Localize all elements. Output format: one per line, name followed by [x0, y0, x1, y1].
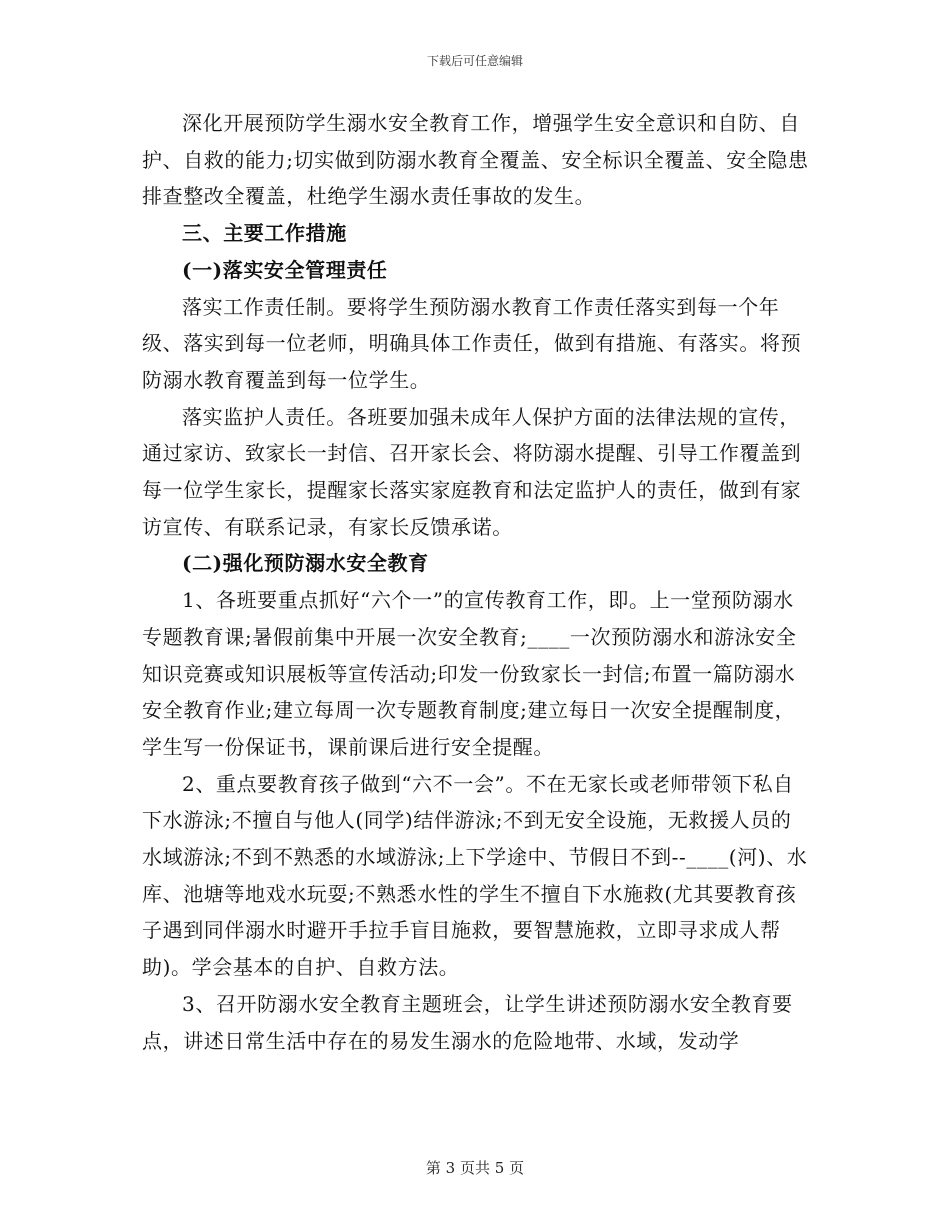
- body-paragraph: 落实工作责任制。要将学生预防溺水教育工作责任落实到每一个年级、落实到每一位老师，明确具体工作责任，做到有措施、有落实。将预防溺水教育覆盖到每一位学生。: [142, 294, 802, 392]
- document-body: [142, 105, 810, 1059]
- section-heading: (二)强化预防溺水安全教育: [182, 551, 429, 576]
- body-paragraph: 落实监护人责任。各班要加强未成年人保护方面的法律法规的宣传，通过家访、致家长一封信、召开家长会、将防溺水提醒、引导工作覆盖到每一位学生家长，提醒家长落实家庭教育和法定监护人的责任，做到有家访宣传、有联系记录，有家长反馈承诺。: [142, 404, 802, 539]
- section-heading: 三、主要工作措施: [182, 221, 347, 246]
- body-paragraph: 深化开展预防学生溺水安全教育工作，增强学生安全意识和自防、自护、自救的能力;切实做到防溺水教育全覆盖、安全标识全覆盖、安全隐患排查整改全覆盖，杜绝学生溺水责任事故的发生。: [142, 111, 809, 209]
- page-header: 下载后可任意编辑: [426, 54, 523, 68]
- page-footer: 第 3 页共 5 页: [425, 1159, 525, 1177]
- section-heading: (一)落实安全管理责任: [182, 257, 388, 282]
- body-paragraph: 2、重点要教育孩子做到“六不一会”。不在无家长或老师带领下私自下水游泳;不擅自与他人(同学)结伴游泳;不到无安全设施，无救援人员的水域游泳;不到不熟悉的水域游泳;上下学途中、节假日不到--____(河)、水库、池塘等地戏水玩耍;不熟悉水性的学生不擅自下水施救(尤其要教育孩子遇到同伴溺水时避开手拉手盲目施救，要智慧施救，立即寻求成人帮助)。学会基本的自护、自救方法。: [142, 771, 808, 980]
- body-paragraph: 3、召开防溺水安全教育主题班会，让学生讲述预防溺水安全教育要点，讲述日常生活中存在的易发生溺水的危险地带、水域，发动学: [142, 991, 793, 1053]
- body-paragraph: 1、各班要重点抓好“六个一”的宣传教育工作，即。上一堂预防溺水专题教育课;暑假前集中开展一次安全教育;____一次预防溺水和游泳安全知识竞赛或知识展板等宣传活动;印发一份致家长一封信;布置一篇防溺水安全教育作业;建立每周一次专题教育制度;建立每日一次安全提醒制度，学生写一份保证书，课前课后进行安全提醒。: [142, 588, 797, 759]
